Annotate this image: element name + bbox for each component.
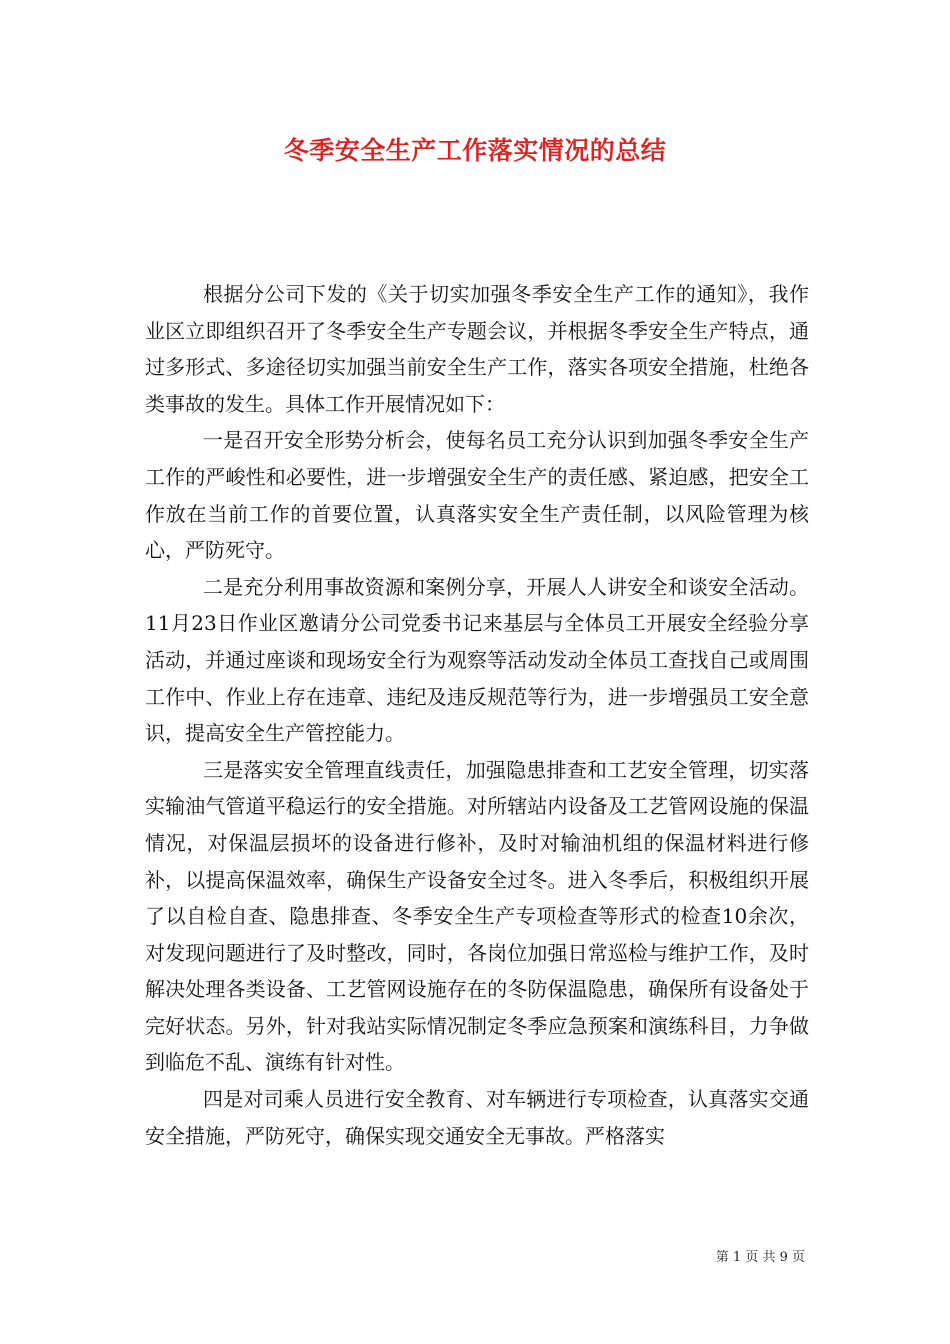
paragraph-item-2: 二是充分利用事故资源和案例分享，开展人人讲安全和谈安全活动。11月23日作业区邀请分公司党委书记来基层与全体员工开展安全经验分享活动，并通过座谈和现场安全行为观察等活动发动全体员工查找自己或周围工作中、作业上存在违章、违纪及违反规范等行为，进一步增强员工安全意识，提高安全生产管控能力。 xyxy=(145,574,809,746)
paragraph-intro: 根据分公司下发的《关于切实加强冬季安全生产工作的通知》，我作业区立即组织召开了冬季安全生产专题会议，并根据冬季安全生产特点，通过多形式、多途径切实加强当前安全生产工作，落实各项安全措施，杜绝各类事故的发生。具体工作开展情况如下： xyxy=(145,282,809,416)
paragraph-item-1: 一是召开安全形势分析会，使每名员工充分认识到加强冬季安全生产工作的严峻性和必要性，进一步增强安全生产的责任感、紧迫感，把安全工作放在当前工作的首要位置，认真落实安全生产责任制，以风险管理为核心，严防死守。 xyxy=(145,428,809,563)
paragraph-item-4: 四是对司乘人员进行安全教育、对车辆进行专项检查，认真落实交通安全措施，严防死守，确保实现交通安全无事故。严格落实 xyxy=(145,1087,809,1148)
document-body xyxy=(145,276,809,1154)
document-title: 冬季安全生产工作落实情况的总结 xyxy=(283,136,667,165)
page-number-footer: 第 1 页 共 9 页 xyxy=(715,1250,805,1265)
paragraph-item-3: 三是落实安全管理直线责任，加强隐患排查和工艺安全管理，切实落实输油气管道平稳运行的安全措施。对所辖站内设备及工艺管网设施的保温情况，对保温层损坏的设备进行修补，及时对输油机组的保温材料进行修补，以提高保温效率，确保生产设备安全过冬。进入冬季后，积极组织开展了以自检自查、隐患排查、冬季安全生产专项检查等形式的检查10余次，对发现问题进行了及时整改，同时，各岗位加强日常巡检与维护工作，及时解决处理各类设备、工艺管网设施存在的冬防保温隐患，确保所有设备处于完好状态。另外，针对我站实际情况制定冬季应急预案和演练科目，力争做到临危不乱、演练有针对性。 xyxy=(145,757,809,1075)
